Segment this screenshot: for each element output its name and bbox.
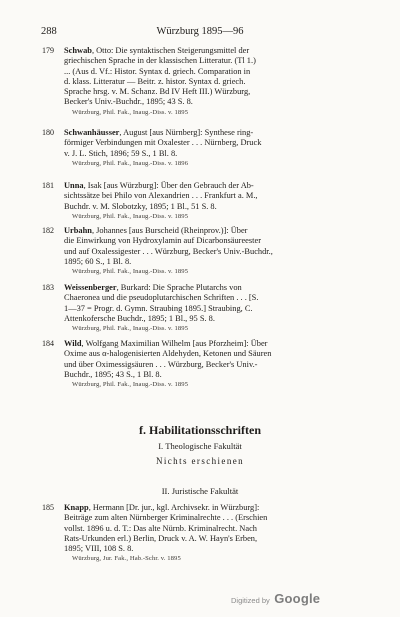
faculty-heading-theology: I. Theologische Fakultät: [158, 441, 242, 451]
citation-text: , Burkard: Die Sprache Plutarchs von: [116, 283, 242, 292]
bibliography-entry: [42, 503, 364, 565]
citation-line: [64, 339, 364, 349]
citation-line: [64, 503, 364, 513]
citation-text: , August [aus Nürnberg]: Synthese ring-: [119, 128, 254, 137]
citation-line: vollst. 1896 u. d. T.: Das alte Nürnb. Kriminalrecht. Nach: [64, 523, 257, 533]
citation-line: Buchdr. v. M. Slobotzky, 1895; 1 Bl., 51 S. 8.: [64, 201, 217, 211]
citation-text: , Johannes [aus Burscheid (Rheinprov.)]: Über: [91, 226, 248, 235]
citation-line: [64, 46, 364, 56]
entry-number: 184: [42, 339, 54, 348]
entry-citation: [64, 128, 364, 169]
digitized-by-google-watermark: Digitized by Google: [231, 591, 321, 606]
citation-line: Attenkofersche Buchdr., 1895; 1 Bl., 95 S. 8.: [64, 313, 215, 323]
citation-text: , Wolfgang Maximilian Wilhelm [aus Pforzheim]: Über: [81, 339, 268, 348]
entry-number: 179: [42, 46, 54, 55]
citation-line: Becker's Univ.-Buchdr., 1895; 43 S. 8.: [64, 97, 193, 107]
author-surname: Wild: [64, 339, 82, 348]
citation-line: [64, 128, 364, 138]
faculty-note: Würzburg, Phil. Fak., Inaug.-Diss. v. 1895: [72, 325, 189, 333]
entry-citation: [64, 503, 364, 565]
citation-line: Buchdr., 1895; 43 S., 1 Bl. 8.: [64, 369, 162, 379]
bibliography-entry: [42, 226, 364, 277]
citation-line: Sprache hrsg. v. M. Schanz. Bd IV Heft III.) Würzburg,: [64, 87, 251, 97]
citation-text: , Isak [aus Würzburg]: Über den Gebrauch der Ab-: [83, 181, 254, 190]
nothing-published-note: Nichts erschienen: [155, 456, 245, 466]
entry-citation: [64, 181, 364, 222]
citation-line: [64, 283, 364, 293]
faculty-note: Würzburg, Phil. Fak., Inaug.-Diss. v. 1896: [72, 159, 189, 167]
bibliography-entry: [42, 46, 364, 118]
running-title: Würzburg 1895—96: [156, 26, 244, 37]
bibliography-entry: [42, 181, 364, 222]
page-number: 288: [41, 26, 57, 37]
faculty-note: Würzburg, Phil. Fak., Inaug.-Diss. v. 1895: [72, 268, 189, 276]
faculty-note: Würzburg, Phil. Fak., Inaug.-Diss. v. 1895: [72, 212, 189, 220]
citation-line: [64, 181, 364, 191]
faculty-note: Würzburg, Phil. Fak., Inaug.-Diss. v. 1895: [72, 381, 189, 389]
author-surname: Weissenberger: [64, 283, 117, 292]
entry-number: 183: [42, 283, 54, 292]
citation-line: die Einwirkung von Hydroxylamin auf Dicarbonsäureester: [64, 236, 261, 246]
citation-line: förmiger Verbindungen mit Oxalester . . . Nürnberg, Druck: [64, 138, 262, 148]
citation-line: sichtssätze bei Philo von Alexandrien . . . Frankfurt a. M.,: [64, 191, 258, 201]
citation-line: 1895; VIII, 108 S. 8.: [64, 544, 134, 554]
citation-line: v. J. L. Stich, 1896; 59 S., 1 Bl. 8.: [64, 148, 178, 158]
section-title: f. Habilitationsschriften: [139, 423, 261, 437]
citation-line: [64, 226, 364, 236]
author-surname: Schwanhäusser: [64, 128, 120, 137]
citation-line: Chaeronea und die pseudoplutarchischen Schriften . . . [S.: [64, 293, 259, 303]
citation-line: und auf Oxalessigester . . . Würzburg, Becker's Univ.-Buchdr.,: [64, 246, 273, 256]
entry-citation: [64, 339, 364, 390]
entry-number: 182: [42, 226, 54, 235]
author-surname: Schwab: [64, 46, 92, 55]
running-head: [41, 26, 359, 40]
author-surname: Unna: [64, 181, 84, 190]
citation-line: Beiträge zum alten Nürnberger Kriminalrechte . . . (Erschien: [64, 513, 268, 523]
citation-line: d. klass. Litteratur — Beitr. z. histor. Syntax d. griech.: [64, 76, 246, 86]
citation-line: Oxime aus α-halogenisierten Aldehyden, Ketonen und Säuren: [64, 349, 272, 359]
entry-number: 185: [42, 503, 54, 512]
faculty-note: Würzburg, Phil. Fak., Inaug.-Diss. v. 1895: [72, 108, 189, 116]
faculty-heading-law: II. Juristische Fakultät: [161, 486, 239, 496]
author-surname: Urbahn: [64, 226, 92, 235]
citation-line: 1895; 60 S., 1 Bl. 8.: [64, 256, 132, 266]
author-surname: Knapp: [64, 503, 89, 512]
citation-line: 1—37 = Progr. d. Gymn. Straubing 1895.] Straubing, C.: [64, 303, 253, 313]
bibliography-entry: [42, 128, 364, 169]
citation-line: und über Oximessigsäuren . . . Würzburg, Becker's Univ.-: [64, 359, 258, 369]
citation-line: Rats-Urkunden erl.) Berlin, Druck v. A. W. Hayn's Erben,: [64, 533, 258, 543]
citation-line: griechischen Sprache in der klassischen Litteratur. (Tl 1.): [64, 56, 256, 66]
citation-text: , Otto: Die syntaktischen Steigerungsmittel der: [91, 46, 250, 55]
citation-line: ... (Aus d. Vf.: Histor. Syntax d. griech. Comparation in: [64, 66, 251, 76]
entry-number: 180: [42, 128, 54, 137]
entry-number: 181: [42, 181, 54, 190]
faculty-note: Würzburg, Jur. Fak., Hab.-Schr. v. 1895: [72, 555, 181, 563]
entry-citation: [64, 226, 364, 277]
bibliography-entry: [42, 339, 364, 390]
bibliography-entry: [42, 283, 364, 334]
entry-citation: [64, 283, 364, 334]
entry-citation: [64, 46, 364, 118]
citation-text: , Hermann [Dr. jur., kgl. Archivsekr. in Würzburg]:: [88, 503, 260, 512]
